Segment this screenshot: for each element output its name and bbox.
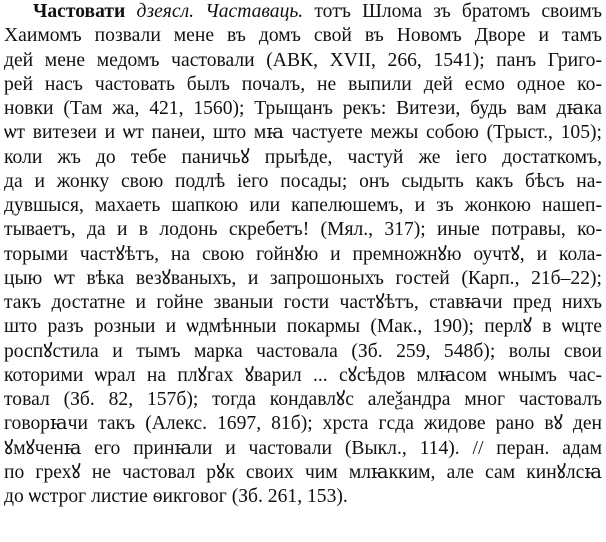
- entry-line-4: рей насъ частовать былъ почалъ, не выпили дей есмо одное ко-: [4, 73, 602, 95]
- dictionary-entry: [4, 0, 602, 509]
- entry-line-6: ѡт витезеи и ѡт панеи, што мꙗ частуете межы собою (Трыст., 105);: [4, 122, 602, 144]
- entry-line-11: торыми частꙋѣтъ, на свою гойнꙋю и премножнꙋю оучтꙋ, и кола-: [4, 243, 602, 265]
- headword: Частовати: [33, 1, 126, 22]
- entry-line-2: Хаимомъ позвали мене въ домъ свой въ Новомъ Дворе и тамъ: [4, 25, 602, 47]
- entry-line-12: цыю ѡт вѣка везꙋваныхъ, и запрошоныхъ гостей (Карп., 21б–22);: [4, 267, 602, 289]
- entry-line-10: тываетъ, да и в лодонь скребетъ! (Мял., 317); иные потравы, ко-: [4, 219, 602, 241]
- entry-line-21: до ѡстрог листие ѳикговог (Зб. 261, 153).: [4, 486, 348, 507]
- entry-line-5: новки (Там жа, 421, 1560); Трыщанъ рекъ: Витези, будь вам дꙗка: [4, 98, 602, 119]
- translation: Частаваць.: [205, 1, 304, 22]
- entry-line-3: дей мене медомъ частовали (АВК, XVII, 266, 1541); панъ Григо-: [4, 49, 602, 71]
- entry-line-18: говорꙗчи такъ (Алекс. 1697, 81б); хрста гсда жидове рано вꙋ ден: [4, 413, 602, 435]
- grammar-label: дзеясл.: [136, 1, 195, 22]
- entry-line-20: по грехꙋ не частовал рꙋк своих чим млꙗкким, але сам кинꙋлсꙗ: [4, 461, 602, 483]
- entry-line-15: роспꙋстила и тымъ марка частовала (Зб. 259, 548б); волы свои: [4, 340, 602, 362]
- entry-line-19: ꙋмꙋченꙗ его принꙗли и частовали (Выкл., 114). // перан. адам: [4, 437, 602, 459]
- entry-line-9: дувшыся, махаеть шапкою или капелюшемъ, и зъ жонкою нашеп-: [4, 195, 602, 216]
- entry-line-17: товал (Зб. 82, 157б); тогда кондавлꙋс алеѯандра мног частовалъ: [4, 389, 602, 410]
- entry-line-16: которими ѡрал на плꙋгах ꙋварил ... сꙋсѣдов млꙗсом ѡнымъ час-: [4, 364, 602, 386]
- entry-line-8: да и жонку свою подлѣ іего посады; онъ сыдыть какъ бѣсъ на-: [4, 170, 602, 192]
- entry-text-start: тотъ Шлома зъ братомъ своимъ: [314, 1, 602, 22]
- entry-line-1: [4, 0, 602, 24]
- entry-line-13: такъ достатне и гойне званыи гости частꙋѣтъ, ставꙗчи пред нихъ: [4, 292, 602, 313]
- entry-line-7: коли жъ до тебе паничьꙋ прыѣде, частуй же іего достаткомъ,: [4, 146, 602, 168]
- entry-line-14: што разъ розныи и ѡдмѣнныи покармы (Мак., 190); перлꙋ в ѡцте: [4, 316, 602, 338]
